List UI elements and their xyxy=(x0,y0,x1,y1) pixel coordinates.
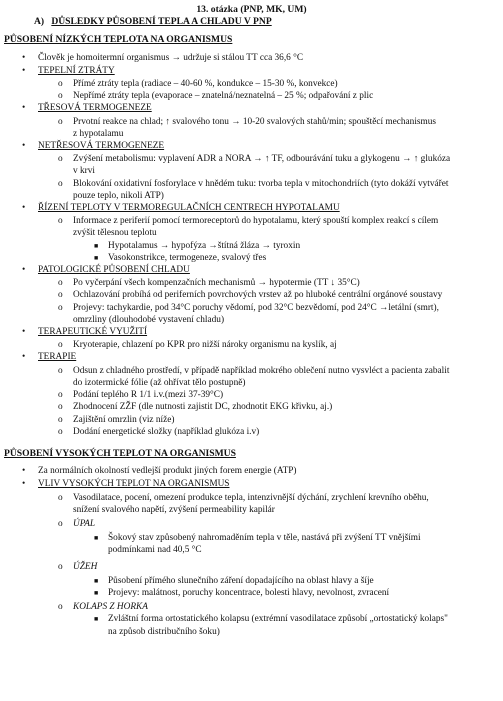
sub-item: o Přímé ztráty tepla (radiace – 40-60 %, kondukce – 15-30 %, konvekce) xyxy=(58,79,338,90)
sub-item-cont: do izotermické fólie (až ohřívat tělo postupně) xyxy=(73,377,246,388)
list-item: • TERAPIE xyxy=(22,352,77,363)
list-item: • PATOLOGICKÉ PŮSOBENÍ CHLADU xyxy=(22,265,190,276)
sub-item: o Zhodnocení ZŽF (dle nutnosti zajistit DC, zhodnotit EKG křivku, aj.) xyxy=(58,402,333,413)
sub-item: o Informace z periferií pomocí termoreceptorů do hypotalamu, který spouští komplex reakcí s cílem xyxy=(58,216,439,227)
sub-item: o Podání teplého R 1/1 i.v.(mezi 37-39°C) xyxy=(58,390,224,401)
sub-item: o Dodání energetické složky (například glukóza i.v) xyxy=(58,426,260,437)
sub-item: o Vasodilatace, pocení, omezení produkce tepla, intenzivnější dýchání, zrychlení krevního oběhu, xyxy=(58,492,429,503)
list-item: • Člověk je homoitermní organismus → udržuje si stálou TT cca 36,6 °C xyxy=(22,52,304,63)
sub-item: o Ochlazování probíhá od periferních povrchových vrstev až po hluboké centrální orgánové soustavy xyxy=(58,290,443,301)
sub-sub-item-cont: na způsob distribučního šoku) xyxy=(108,626,220,637)
sub-item: o Odsun z chladného prostředí, v případě například mokrého oblečení nutno vysvléct a pacienta zabalit xyxy=(58,365,450,376)
sub-item-kolaps: o KOLAPS Z HORKA xyxy=(58,602,148,613)
list-item: • TEPELNÍ ZTRÁTY xyxy=(22,65,115,76)
sub-item-cont: pouze teplo, nikoli ATP) xyxy=(73,190,164,201)
sub-item: o Zvýšení metabolismu: vyplavení ADR a NORA → ↑ TF, odbourávání tuku a glykogenu → ↑ glukóza xyxy=(58,154,451,165)
sub-sub-item: ■ Hypotalamus → hypofýza →štítná žláza → tyroxin xyxy=(94,240,301,251)
sub-sub-item: ■ Projevy: malátnost, poruchy koncentrace, bolesti hlavy, nevolnost, zvracení xyxy=(94,587,390,598)
list-item: • ŘÍZENÍ TEPLOTY V TERMOREGULAČNÍCH CENTRECH HYPOTALAMU xyxy=(22,203,340,214)
sub-item-cont: omrzliny (dlouhodobé vystavení chladu) xyxy=(73,314,225,325)
sub-sub-item: ■ Šokový stav způsobený nahromaděním tepla v těle, nastává při zvýšení TT vnějšími xyxy=(94,533,421,544)
sub-item-upal: o ÚPAL xyxy=(58,518,96,529)
sub-item-uzeh: o ÚŽEH xyxy=(58,561,98,572)
sub-item-cont: snížení svalového napětí, zvýšení permeability kapilár xyxy=(73,504,275,515)
sub-sub-item: ■ Vasokonstrikce, termogeneze, svalový třes xyxy=(94,252,267,263)
list-item: • TERAPEUTICKÉ VYUŽITÍ xyxy=(22,327,148,338)
sub-item: o Prvotní reakce na chlad; ↑ svalového tonu → 10-20 svalových stahů/min; spouštěcí mechanismus xyxy=(58,116,437,127)
list-item: • TŘESOVÁ TERMOGENEZE xyxy=(22,103,152,114)
sub-sub-item: ■ Působení přímého slunečního záření dopadajícího na oblast hlavy a šíje xyxy=(94,575,374,586)
sub-item-cont: v krvi xyxy=(73,166,95,177)
subtitle-letter: A) xyxy=(34,16,45,28)
sub-sub-item-cont: podmínkami nad 40,5 °C xyxy=(108,545,202,556)
sub-item: o Po vyčerpání všech kompenzačních mechanismů → hypotermie (TT ↓ 35°C) xyxy=(58,278,360,289)
list-item: • VLIV VYSOKÝCH TEPLOT NA ORGANISMUS xyxy=(22,479,230,490)
sub-item-cont: z hypotalamu xyxy=(73,128,124,139)
section-heading-low-temp: PŮSOBENÍ NÍZKÝCH TEPLOTA NA ORGANISMUS xyxy=(4,34,233,46)
sub-item: o Blokování oxidativní fosforylace v hnědém tuku: tvorba tepla v mitochondriích (tyto dokáží vytvářet xyxy=(58,178,449,189)
list-item: • Za normálních okolností vedlejší produkt jiných forem energie (ATP) xyxy=(22,466,297,477)
subtitle-text: DŮSLEDKY PŮSOBENÍ TEPLA A CHLADU V PNP xyxy=(51,16,272,28)
sub-item-cont: zvýšit tělesnou teplotu xyxy=(73,228,157,239)
sub-item: o Kryoterapie, chlazení po KPR pro nižší nároky organismu na kyslík, aj xyxy=(58,340,337,351)
section-subtitle xyxy=(34,16,503,28)
list-item: • NETŘESOVÁ TERMOGENEZE xyxy=(22,141,165,152)
sub-sub-item: ■ Zvláštní forma ortostatického kolapsu (extrémní vasodilatace způsobí „ortostatický kolaps" xyxy=(94,614,448,625)
sub-item: o Projevy: tachykardie, pod 34°C poruchy vědomí, pod 32°C bezvědomí, pod 24°C →letální (smrt), xyxy=(58,302,439,313)
sub-item: o Nepřímé ztráty tepla (evaporace – znatelná/neznatelná – 25 %; odpařování z plic xyxy=(58,91,374,102)
page-title: 13. otázka (PNP, MK, UM) xyxy=(196,4,307,15)
section-heading-high-temp: PŮSOBENÍ VYSOKÝCH TEPLOT NA ORGANISMUS xyxy=(4,447,236,459)
sub-item: o Zajištění omrzlin (viz níže) xyxy=(58,414,175,425)
